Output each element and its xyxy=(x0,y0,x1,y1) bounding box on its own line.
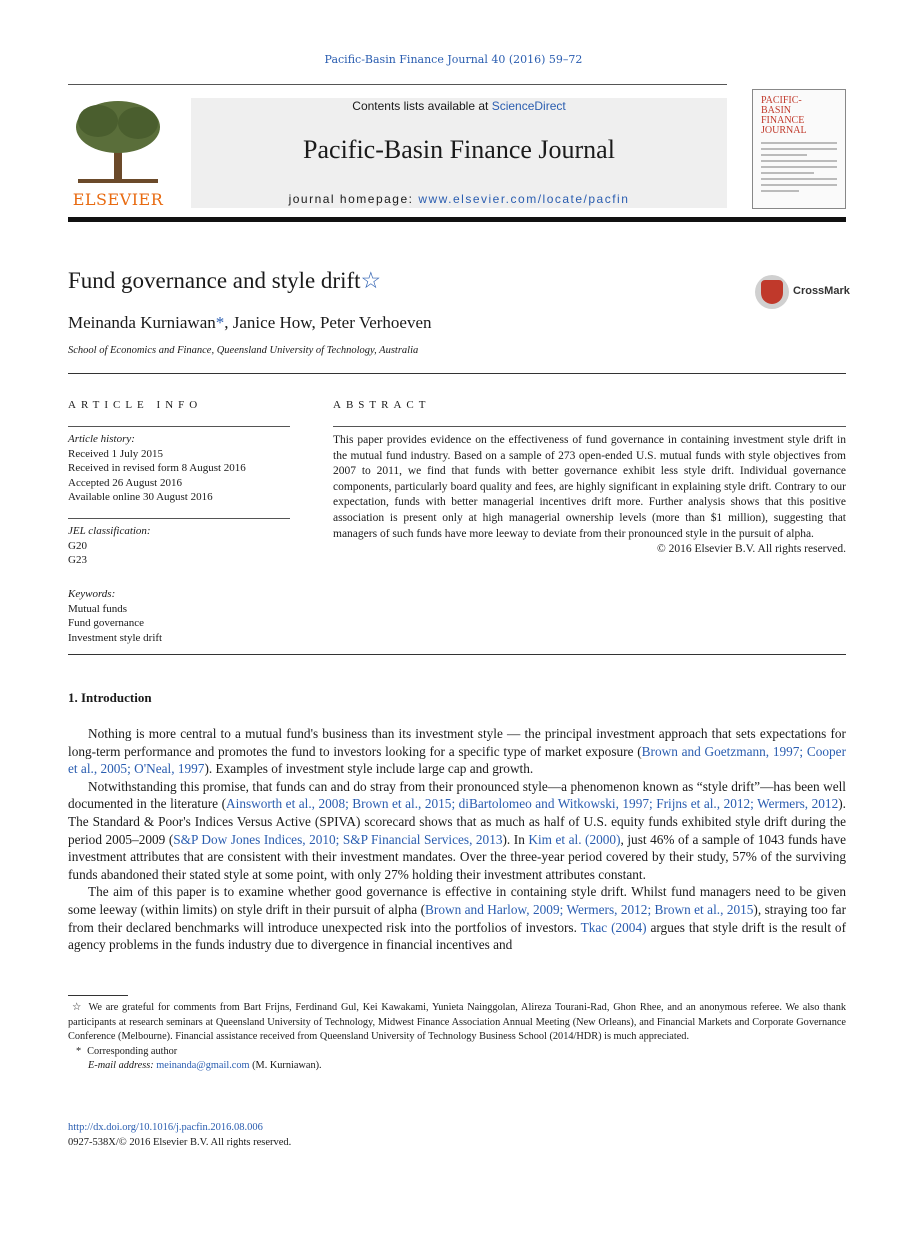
history-item: Available online 30 August 2016 xyxy=(68,491,213,503)
keyword: Investment style drift xyxy=(68,631,163,644)
abstract-heading: ABSTRACT xyxy=(333,399,431,411)
doi-link[interactable]: http://dx.doi.org/10.1016/j.pacfin.2016.08.006 xyxy=(68,1122,263,1133)
footnote-corresponding: * Corresponding author xyxy=(76,1045,178,1057)
footnote-rule xyxy=(68,995,128,996)
cover-contents-lines xyxy=(761,142,837,196)
issn-copyright: 0927-538X/© 2016 Elsevier B.V. All rights reserved. xyxy=(68,1137,292,1148)
keywords-label: Keywords: xyxy=(68,588,116,600)
paragraph: The aim of this paper is to examine whether good governance is effective in containing style drift. Whilst fund managers need to be given some leeway (within limits) on style drift in their pursuit of alpha (Brown and Harlow, 2009; Wermers, 2012; Brown et al., 2015), straying too far from their declared benchmarks will introduce unexpected risk into the portfolios of investors. Tkac (2004) argues that style drift is the result of agency problems in the funds industry due to divergence in financial incentives and xyxy=(68,884,847,953)
abstract-rule xyxy=(333,426,846,427)
sciencedirect-link[interactable]: ScienceDirect xyxy=(491,99,566,113)
abstract-body xyxy=(333,433,846,558)
author-list: Meinanda Kurniawan*, Janice How, Peter Verhoeven xyxy=(68,313,432,332)
citation-link[interactable]: Brown and Goetzmann, 1997; Cooper et al., 2005; O'Neal, 1997 xyxy=(68,743,846,777)
history-label: Article history: xyxy=(68,433,135,445)
homepage-link[interactable]: www.elsevier.com/locate/pacfin xyxy=(418,192,630,206)
article-title: Fund governance and style drift☆ xyxy=(68,268,382,293)
footnote-mark: ☆ xyxy=(72,1002,83,1013)
footnote-email: E-mail address: meinanda@gmail.com (M. Kurniawan). xyxy=(88,1060,322,1071)
author-name: Peter Verhoeven xyxy=(319,313,432,332)
author-name: Janice How xyxy=(232,313,312,332)
journal-citation[interactable]: Pacific-Basin Finance Journal 40 (2016) 59–72 xyxy=(324,53,583,66)
abstract-text: This paper provides evidence on the effectiveness of fund governance in containing investment style drift in the mutual fund industry. Based on a sample of 273 open-ended U.S. mutual funds with style objectives from 2007 to 2011, we find that funds with better governance exhibit less style drift. Individual governance components, particularly board quality and fees, are highly significant in explaining style drift. Contrary to our expectation, funds with better managerial incentives drift more. Further analysis shows that this positive association is present only at high managerial ownership levels (more than $1 million), suggesting that managers of such funds have more leeway to deviate from their pronounced style in the pursuit of alpha. xyxy=(333,434,846,540)
keyword: Mutual funds xyxy=(68,602,127,615)
jel-code: G20 xyxy=(68,539,87,552)
history-item: Received in revised form 8 August 2016 xyxy=(68,462,246,474)
keywords xyxy=(68,587,290,645)
history-item: Received 1 July 2015 xyxy=(68,447,164,460)
history-item: Accepted 26 August 2016 xyxy=(68,476,182,489)
citation-link[interactable]: Brown and Harlow, 2009; Wermers, 2012; Brown et al., 2015 xyxy=(425,901,754,917)
affiliation: School of Economics and Finance, Queensland University of Technology, Australia xyxy=(68,345,419,356)
crossmark-badge[interactable] xyxy=(755,275,850,309)
author-mark[interactable]: * xyxy=(215,313,225,332)
citation-link[interactable]: Ainsworth et al., 2008; Brown et al., 2015; diBartolomeo and Witkowski, 1997; Frijns et al., 2012; Wermers, 2012 xyxy=(226,796,839,812)
info-rule xyxy=(68,518,290,519)
elsevier-wordmark: ELSEVIER xyxy=(72,190,164,209)
abstract-copyright: © 2016 Elsevier B.V. All rights reserved. xyxy=(657,543,846,556)
keyword: Fund governance xyxy=(68,617,145,629)
title-rule xyxy=(68,373,846,374)
introduction-body xyxy=(68,725,846,954)
header-thick-rule xyxy=(68,217,846,222)
footnote-mark: * xyxy=(76,1045,82,1057)
info-rule xyxy=(68,426,290,427)
header-rule xyxy=(68,84,727,85)
journal-homepage: journal homepage: www.elsevier.com/locate/pacfin xyxy=(288,192,630,206)
front-matter-rule xyxy=(68,654,846,655)
crossmark-label: CrossMark xyxy=(793,285,850,297)
journal-cover-thumbnail xyxy=(752,89,846,209)
citation-link[interactable]: S&P Dow Jones Indices, 2010; S&P Financial Services, 2013 xyxy=(173,831,503,847)
jel-classification xyxy=(68,524,290,568)
paragraph: Notwithstanding this promise, that funds can and do stray from their pronounced style—a phenomenon known as “style drift”—has been well documented in the literature (Ainsworth et al., 2008; Brown et al., 2015; diBartolomeo and Witkowski, 1997; Frijns et al., 2012; Wermers, 2012). The Standard & Poor's Indices Versus Active (SPIVA) scorecard shows that as much as half of U.S. equity funds exhibited style drift during the period 2005–2009 (S&P Dow Jones Indices, 2010; S&P Financial Services, 2013). In Kim et al. (2000), just 46% of a sample of 1043 funds have investment attributes that are consistent with their investment mandates. Over the three-year period covered by their study, 57% of the surviving funds abandoned their stated style at some point, with only 27% holding their investment attributes constant. xyxy=(68,778,846,882)
journal-name: Pacific-Basin Finance Journal xyxy=(303,135,615,164)
article-info-heading: ARTICLE INFO xyxy=(68,399,203,411)
footnote-acknowledgement: ☆ We are grateful for comments from Bart Frijns, Ferdinand Gul, Kei Kawakami, Yunieta Nainggolan, Alireza Tourani-Rad, Ghon Rhee, and an anonymous referee. We also thank participants at research seminars at Queensland University of Technology, Midwest Finance Association Annual Meeting (New Orleans), and Financial Markets and Corporate Governance Conference (Melbourne). Financial assistance received from Queensland University of Technology Business School (2014/HDR) is much appreciated. xyxy=(68,1002,846,1042)
email-link[interactable]: meinanda@gmail.com xyxy=(156,1060,250,1071)
contents-line: Contents lists available at ScienceDirect xyxy=(352,99,566,113)
citation-link[interactable]: Tkac (2004) xyxy=(580,919,647,935)
footnotes xyxy=(68,1001,846,1074)
jel-label: JEL classification: xyxy=(68,525,151,537)
crossmark-icon xyxy=(755,275,789,309)
jel-code: G23 xyxy=(68,554,87,566)
title-footnote-mark[interactable]: ☆ xyxy=(360,268,382,293)
citation-link[interactable]: Kim et al. (2000) xyxy=(528,831,621,847)
article-history xyxy=(68,432,290,505)
cover-title: PACIFIC-BASIN FINANCE JOURNAL xyxy=(761,95,807,136)
paragraph: Nothing is more central to a mutual fund's business than its investment style — the principal investment approach that sets expectations for long-term performance and promotes the fund to investors looking for a specific type of market exposure (Brown and Goetzmann, 1997; Cooper et al., 2005; O'Neal, 1997). Examples of investment style include large cap and growth. xyxy=(68,726,846,777)
section-heading-introduction: 1. Introduction xyxy=(68,690,152,705)
author-name: Meinanda Kurniawan xyxy=(68,313,216,332)
